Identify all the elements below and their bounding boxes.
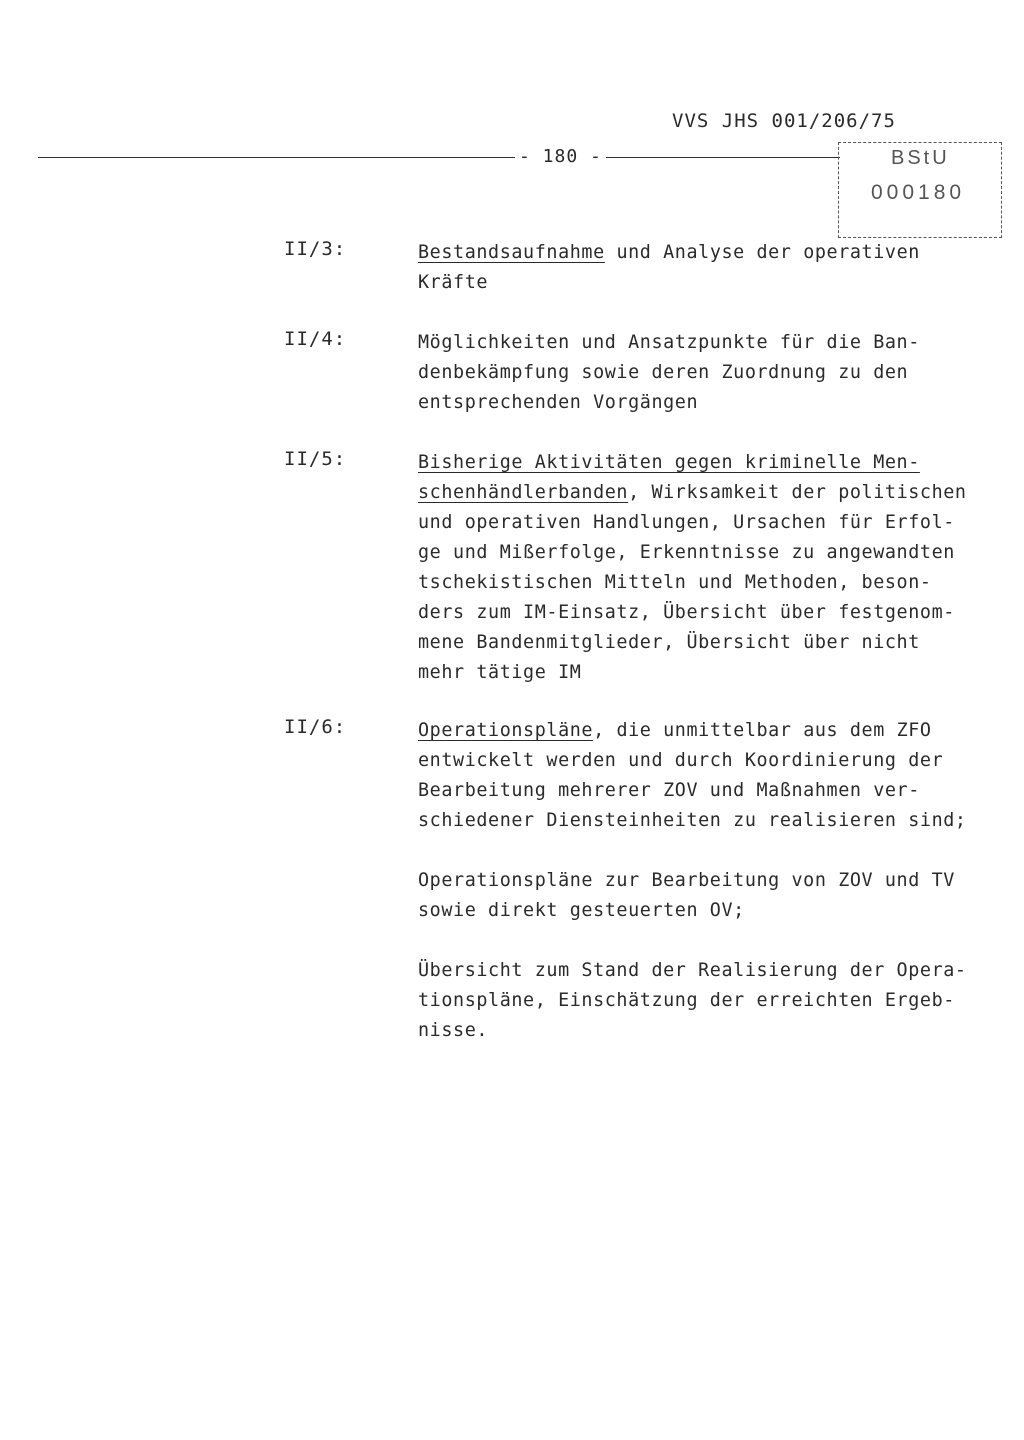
text-line: [418, 628, 1008, 658]
page-number: - 180 -: [515, 146, 606, 167]
line-text: tionspläne, Einschätzung der erreichten Ergeb-: [418, 990, 955, 1011]
text-line: [418, 896, 1008, 926]
stamp-number: 000180: [871, 181, 966, 204]
line-text: nisse.: [418, 1020, 489, 1041]
line-text: und Analyse der operativen: [604, 242, 920, 263]
line-text: mene Bandenmitglieder, Übersicht über nicht: [418, 632, 920, 653]
document-reference: VVS JHS 001/206/75: [672, 110, 896, 132]
text-line: [418, 806, 1008, 836]
line-text: , die unmittelbar aus dem ZFO: [593, 720, 932, 741]
header-rule-right: [600, 157, 840, 158]
underlined-text: Bestandsaufnahme: [418, 242, 605, 263]
line-text: sowie direkt gesteuerten OV;: [418, 900, 745, 921]
underlined-text: schenhändlerbanden: [418, 482, 629, 503]
section-label: II/4:: [284, 328, 347, 350]
text-line: [418, 956, 1008, 986]
section-body: [418, 448, 1008, 688]
text-line: [418, 478, 1008, 508]
archive-stamp: [838, 142, 1002, 238]
text-line: [418, 658, 1008, 688]
section-label: II/3:: [284, 238, 347, 260]
text-line: [418, 1016, 1008, 1046]
line-text: Operationspläne zur Bearbeitung von ZOV und TV: [418, 870, 955, 891]
text-line: [418, 358, 1008, 388]
line-text: tschekistischen Mitteln und Methoden, beson-: [418, 572, 932, 593]
line-text: mehr tätige IM: [418, 662, 582, 683]
header-rule-left: [38, 157, 523, 158]
line-text: denbekämpfung sowie deren Zuordnung zu den: [418, 362, 909, 383]
text-line: [418, 776, 1008, 806]
text-line: [418, 716, 1008, 746]
section-label: II/5:: [284, 448, 347, 470]
line-text: ge und Mißerfolge, Erkenntnisse zu angewandten: [418, 542, 955, 563]
text-line: [418, 508, 1008, 538]
line-text: und operativen Handlungen, Ursachen für Erfol-: [418, 512, 955, 533]
text-line: [418, 598, 1008, 628]
underlined-text: Operationspläne: [418, 720, 594, 741]
text-line: [418, 328, 1008, 358]
section-label: II/6:: [284, 716, 347, 738]
line-text: entsprechenden Vorgängen: [418, 392, 699, 413]
text-line: [418, 746, 1008, 776]
text-line: [418, 866, 1008, 896]
line-text: Kräfte: [418, 272, 489, 293]
text-line: [418, 238, 1008, 268]
line-text: Möglichkeiten und Ansatzpunkte für die Ban-: [418, 332, 920, 353]
section-body: [418, 238, 1008, 298]
line-text: entwickelt werden und durch Koordinierung der: [418, 750, 944, 771]
text-line: [418, 268, 1008, 298]
line-text: schiedener Diensteinheiten zu realisieren sind;: [418, 810, 967, 831]
text-line: [418, 568, 1008, 598]
section-body: [418, 328, 1008, 418]
line-text: Bearbeitung mehrerer ZOV und Maßnahmen ver-: [418, 780, 920, 801]
line-text: , Wirksamkeit der politischen: [628, 482, 967, 503]
text-line: [418, 448, 1008, 478]
text-line: [418, 388, 1008, 418]
underlined-text: Bisherige Aktivitäten gegen kriminelle Men-: [418, 452, 920, 473]
stamp-title: BStU: [891, 147, 950, 169]
line-text: Übersicht zum Stand der Realisierung der Opera-: [418, 960, 967, 981]
line-text: ders zum IM-Einsatz, Übersicht über festgenom-: [418, 602, 955, 623]
section-body: [418, 716, 1008, 1046]
text-line: [418, 538, 1008, 568]
text-line: [418, 986, 1008, 1016]
